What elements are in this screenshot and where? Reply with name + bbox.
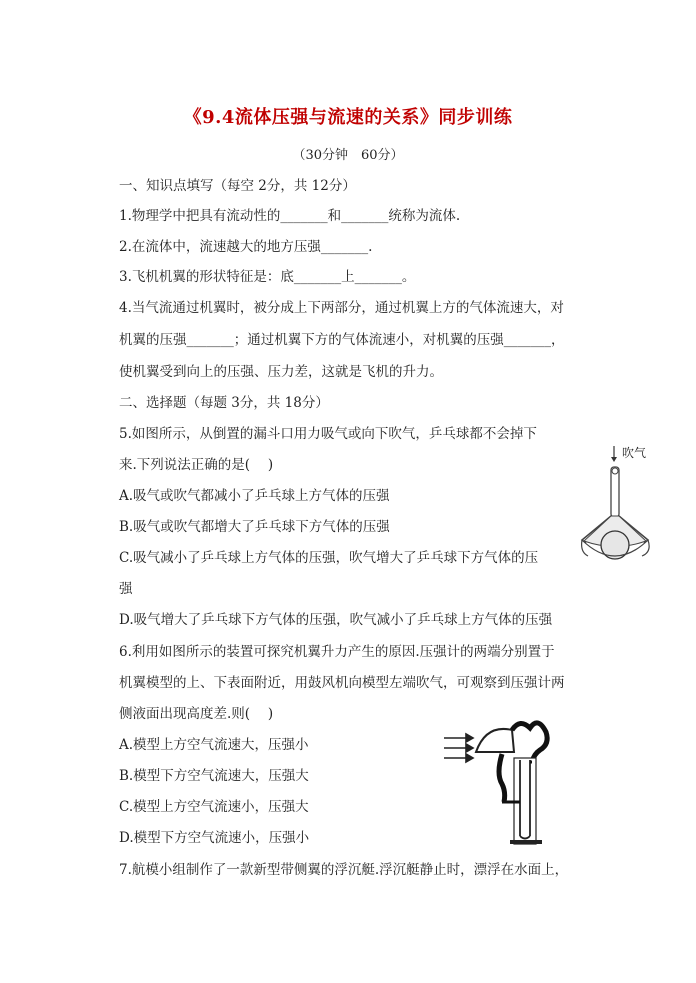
wing-manometer-figure — [442, 712, 592, 847]
page-subtitle: （30分钟 60分） — [292, 148, 404, 163]
page-title: 《9.4流体压强与流速的关系》同步训练 — [183, 107, 513, 128]
question-5-option-d: D.吸气增大了乒乓球下方气体的压强，吹气减小了乒乓球上方气体的压强 — [119, 612, 553, 628]
question-5-line-2: 来.下列说法正确的是( ) — [119, 457, 274, 473]
question-6-option-d: D.模型下方空气流速小，压强小 — [119, 830, 310, 846]
question-6-option-a: A.模型上方空气流速大，压强小 — [119, 737, 309, 753]
question-7-line-1: 7.航模小组制作了一款新型带侧翼的浮沉艇.浮沉艇静止时，漂浮在水面上， — [119, 862, 569, 878]
question-5-option-a: A.吸气或吹气都减小了乒乓球上方气体的压强 — [119, 488, 390, 504]
question-6-line-2: 机翼模型的上、下表面附近，用鼓风机向模型左端吹气，可观察到压强计两 — [119, 675, 565, 691]
question-5-option-c-line-2: 强 — [119, 581, 133, 597]
question-1: 1.物理学中把具有流动性的_______和_______统称为流体. — [119, 208, 461, 224]
question-5-line-1: 5.如图所示，从倒置的漏斗口用力吸气或向下吹气，乒乓球都不会掉下 — [119, 426, 537, 442]
question-4-line-1: 4.当气流通过机翼时，被分成上下两部分，通过机翼上方的气体流速大，对 — [119, 300, 564, 316]
question-5-option-b: B.吸气或吹气都增大了乒乓球下方气体的压强 — [119, 519, 390, 535]
question-4-line-2: 机翼的压强_______；通过机翼下方的气体流速小，对机翼的压强_______， — [119, 332, 565, 348]
question-6-line-3: 侧液面出现高度差.则( ) — [119, 706, 274, 722]
section-heading-choice: 二、选择题（每题 3分，共 18分） — [119, 395, 329, 411]
section-heading-fill-in: 一、知识点填写（每空 2分，共 12分） — [119, 178, 356, 194]
question-5-option-c-line-1: C.吸气减小了乒乓球上方气体的压强，吹气增大了乒乓球下方气体的压 — [119, 550, 539, 566]
blow-label: 吹气 — [622, 446, 647, 460]
airflow-arrows-icon — [444, 734, 473, 762]
question-4-line-3: 使机翼受到向上的压强、压力差，这就是飞机的升力。 — [119, 364, 443, 380]
question-6-line-1: 6.利用如图所示的装置可探究机翼升力产生的原因.压强计的两端分别置于 — [119, 644, 555, 660]
question-6-option-c: C.模型上方空气流速小，压强大 — [119, 799, 309, 815]
question-3: 3.飞机机翼的形状特征是：底_______上_______。 — [119, 269, 416, 285]
question-2: 2.在流体中，流速越大的地方压强_______. — [119, 239, 373, 255]
question-6-option-b: B.模型下方空气流速大，压强大 — [119, 768, 309, 784]
funnel-ball-figure — [578, 440, 678, 590]
